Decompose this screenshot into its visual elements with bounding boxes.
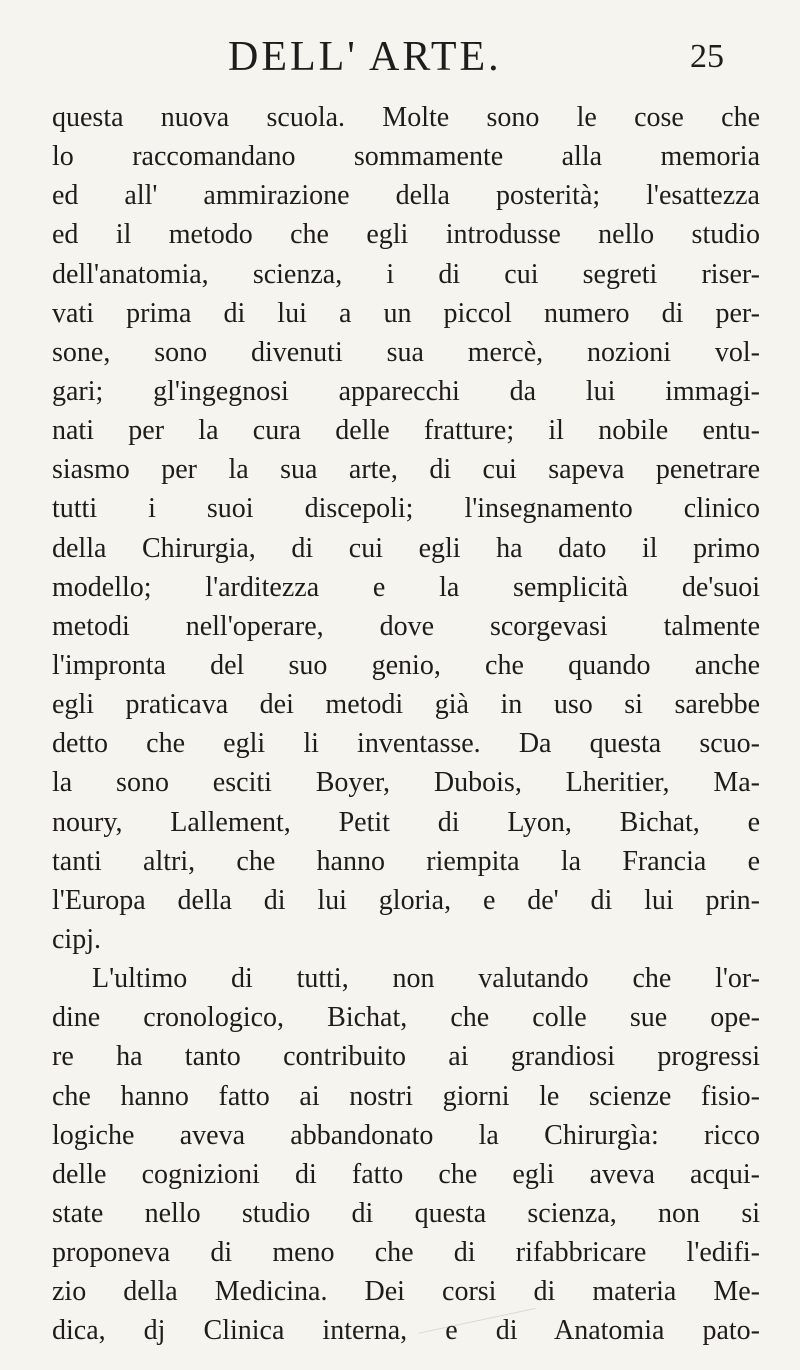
text-line: gari; gl'ingegnosi apparecchi da lui immagi- xyxy=(52,375,760,407)
text-line: della Chirurgia, di cui egli ha dato il primo xyxy=(52,532,760,564)
text-line: sone, sono divenuti sua mercè, nozioni vol- xyxy=(52,336,760,368)
text-line: egli praticava dei metodi già in uso si sarebbe xyxy=(52,689,760,721)
text-line: siasmo per la sua arte, di cui sapeva penetrare xyxy=(52,454,760,486)
text-line: tanti altri, che hanno riempita la Francia e xyxy=(52,845,760,877)
text-line: delle cognizioni di fatto che egli aveva acqui- xyxy=(52,1158,760,1190)
text-line: detto che egli li inventasse. Da questa scuo- xyxy=(52,728,760,760)
text-line: metodi nell'operare, dove scorgevasi talmente xyxy=(52,610,760,642)
text-line: lo raccomandano sommamente alla memoria xyxy=(52,141,760,173)
text-line: nati per la cura delle fratture; il nobile entu- xyxy=(52,415,760,447)
text-line: noury, Lallement, Petit di Lyon, Bichat, e xyxy=(52,806,760,838)
text-line: ed all' ammirazione della posterità; l'esattezza xyxy=(52,180,760,212)
text-line: tutti i suoi discepoli; l'insegnamento clinico xyxy=(52,493,760,525)
text-line: dica, dj Clinica interna, e di Anatomia pato- xyxy=(52,1315,760,1347)
text-line: logiche aveva abbandonato la Chirurgìa: ricco xyxy=(52,1119,760,1151)
text-line: zio della Medicina. Dei corsi di materia Me- xyxy=(52,1276,760,1308)
text-line: cipj. xyxy=(52,923,101,955)
text-line: l'impronta del suo genio, che quando anche xyxy=(52,649,760,681)
text-line: l'Europa della di lui gloria, e de' di lui prin- xyxy=(52,884,760,916)
text-line: state nello studio di questa scienza, non si xyxy=(52,1197,760,1229)
page-number: 25 xyxy=(690,38,724,75)
text-line: questa nuova scuola. Molte sono le cose che xyxy=(52,102,760,133)
text-line: proponeva di meno che di rifabbricare l'edifi- xyxy=(52,1237,760,1269)
text-line: la sono esciti Boyer, Dubois, Lheritier, Ma- xyxy=(52,767,760,799)
text-line: re ha tanto contribuito ai grandiosi progressi xyxy=(52,1041,760,1073)
text-line: L'ultimo di tutti, non valutando che l'or- xyxy=(92,963,760,995)
running-title: DELL' ARTE. xyxy=(228,34,502,80)
text-line: vati prima di lui a un piccol numero di per- xyxy=(52,297,760,329)
text-line: dine cronologico, Bichat, che colle sue ope- xyxy=(52,1002,760,1034)
text-line: dell'anatomia, scienza, i di cui segreti riser- xyxy=(52,258,760,290)
running-head xyxy=(60,36,760,96)
body-text xyxy=(52,98,760,1351)
text-line: ed il metodo che egli introdusse nello studio xyxy=(52,219,760,251)
text-line: modello; l'arditezza e la semplicità de'suoi xyxy=(52,571,760,603)
text-line: che hanno fatto ai nostri giorni le scienze fisio- xyxy=(52,1080,760,1112)
